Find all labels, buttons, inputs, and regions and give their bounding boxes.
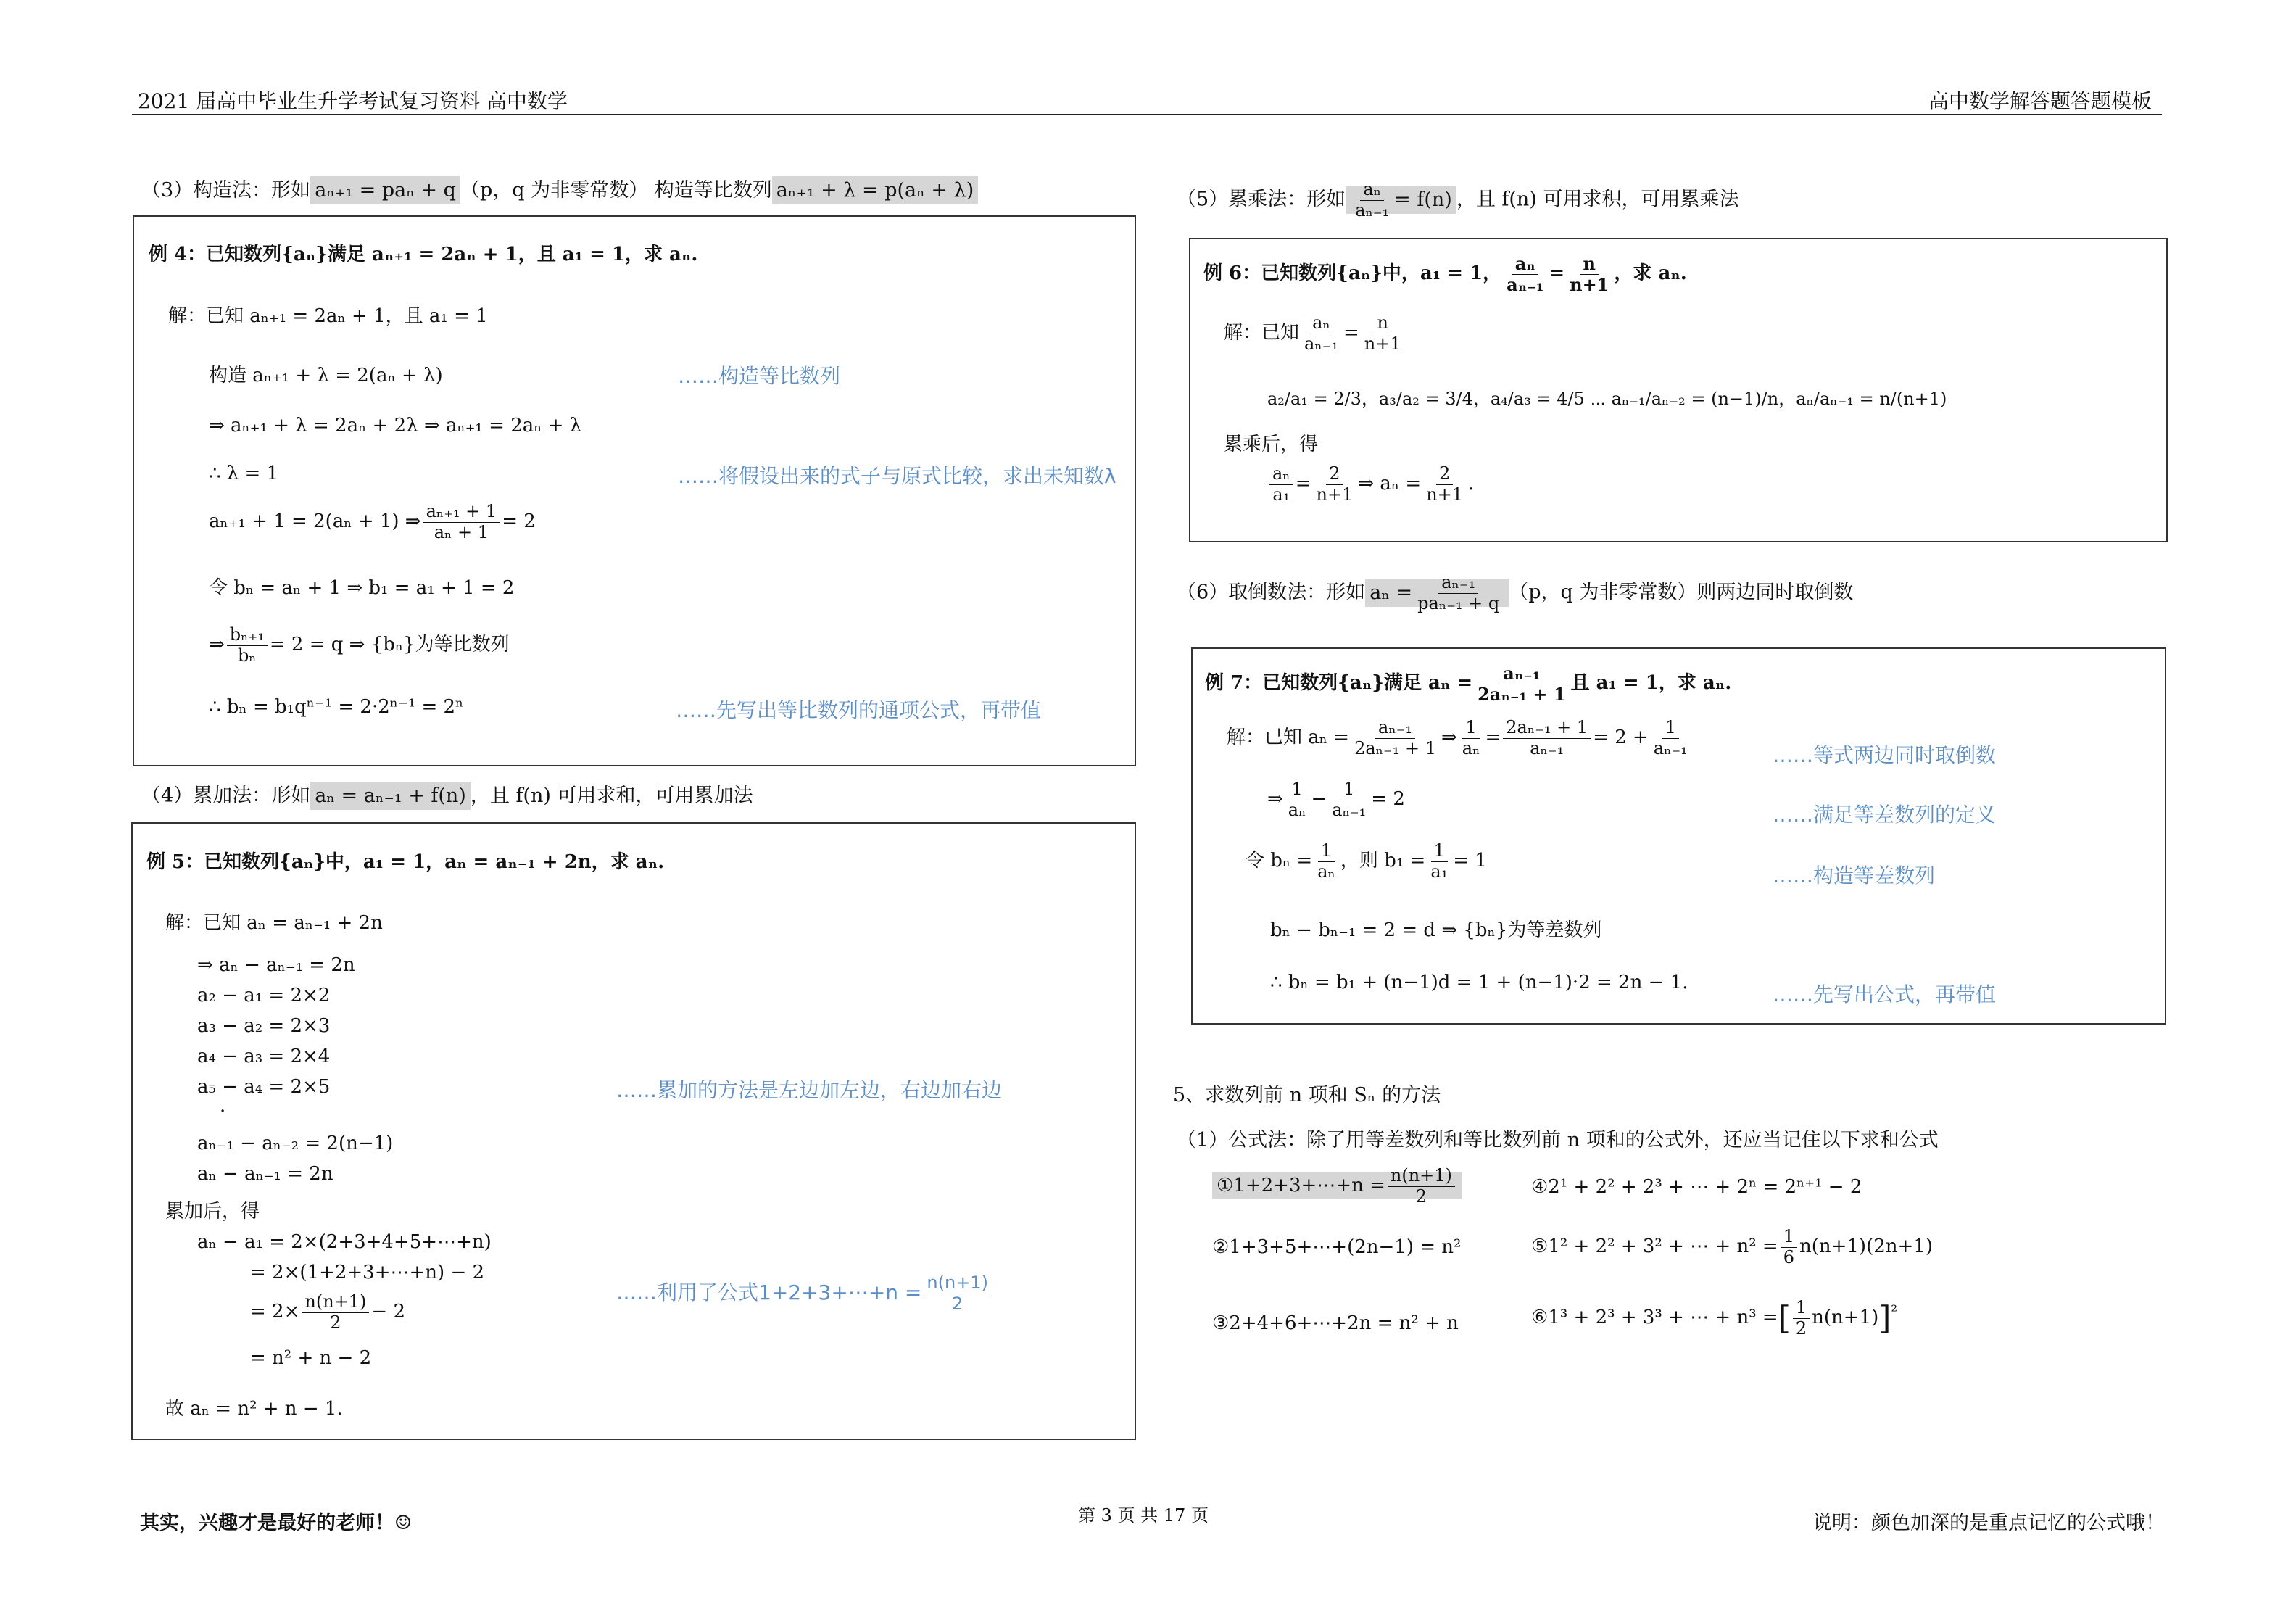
section-sum-title: 5、求数列前 n 项和 Sₙ 的方法 [1173, 1084, 1441, 1106]
ex7-line: bₙ − bₙ₋₁ = 2 = d ⇒ {bₙ}为等差数列 [1270, 919, 1602, 941]
ex4-line: ⇒ aₙ₊₁ + λ = 2aₙ + 2λ ⇒ aₙ₊₁ = 2aₙ + λ [209, 415, 582, 436]
ex7-line: 解：已知 aₙ = $\frac{\text{aₙ₋₁}}{\text{2aₙ₋₁ + 1}}$ ⇒ $\frac{1}{\text{aₙ}}$ = $\frac{\text{2aₙ₋₁ + 1}}{\text{aₙ₋₁}}$ = 2 + $\frac{1}{\text{aₙ₋₁}}$ [1227, 717, 1688, 758]
formula-1 [1212, 1166, 1462, 1207]
ex4-line: 令 bₙ = aₙ + 1 ⇒ b₁ = a₁ + 1 = 2 [209, 577, 515, 599]
section-6-title: （6）取倒数法：形如 aₙ = $\frac{\text{aₙ₋₁}}{\text{paₙ₋₁ + q}}$ （p，q 为非零常数）则两边同时取倒数 [1177, 572, 1854, 613]
section-5-title: （5）累乘法：形如 $\frac{\text{aₙ}}{\text{aₙ₋₁}}$ = f(n) ，且 f(n) 可用求积，可用累乘法 [1177, 179, 1739, 220]
ex5-line: a₄ − a₃ = 2×4 [197, 1046, 331, 1067]
ex5-line: a₂ − a₁ = 2×2 [197, 985, 331, 1006]
ex5-note: ……累加的方法是左边加左边，右边加右边 [616, 1078, 1003, 1102]
ex5-line: = n² + n − 2 [250, 1347, 372, 1369]
ex5-line: a₅ − a₄ = 2×5 [197, 1076, 331, 1098]
highlight-formula: aₙ = aₙ₋₁ + f(n) [310, 782, 471, 810]
ex5-note: ……利用了公式1+2+3+⋯+n = $\frac{n(n+1)}{2}$ [616, 1273, 993, 1314]
fraction: $\frac{n(n+1)}{2}$ [302, 1292, 369, 1333]
example-4-question: 例 4：已知数列{aₙ}满足 aₙ₊₁ = 2aₙ + 1，且 a₁ = 1，求 aₙ. [149, 244, 698, 265]
ex4-line: ∴ bₙ = b₁qⁿ⁻¹ = 2·2ⁿ⁻¹ = 2ⁿ [209, 696, 464, 718]
ex4-line: 构造 aₙ₊₁ + λ = 2(aₙ + λ) [209, 365, 443, 386]
ex5-line: a₃ − a₂ = 2×3 [197, 1015, 331, 1037]
ex6-line: $\frac{\text{aₙ}}{\text{a₁}}$ = $\frac{2}{n+1}$ ⇒ aₙ = $\frac{2}{n+1}$ . [1267, 464, 1474, 505]
ex5-line: 故 aₙ = n² + n − 1. [165, 1398, 343, 1420]
formula-3: ③2+4+6+⋯+2n = n² + n [1212, 1312, 1459, 1334]
formula-6: ⑥1³ + 2³ + 3³ + ⋯ + n³ =[ $\frac{1}{2}$ n(n+1)]$^{^2}$ [1531, 1297, 1898, 1338]
ex7-line: ∴ bₙ = b₁ + (n−1)d = 1 + (n−1)·2 = 2n − 1. [1270, 972, 1688, 993]
footer-right: 说明：颜色加深的是重点记忆的公式哦！ [1812, 1512, 2165, 1534]
footer-left: 其实，兴趣才是最好的老师！☺ [140, 1512, 413, 1534]
ex7-note: ……先写出公式，再带值 [1773, 982, 1997, 1006]
highlight-formula: ①1+2+3+⋯+n = $\frac{n(n+1)}{2}$ [1212, 1172, 1462, 1199]
highlight-formula: aₙ = $\frac{\text{aₙ₋₁}}{\text{paₙ₋₁ + q}}$ [1365, 579, 1509, 607]
fraction: $\frac{\text{aₙ₊₁ + 1}}{\text{aₙ + 1}}$ [423, 502, 500, 542]
ex6-line: 累乘后，得 [1224, 434, 1319, 455]
header-rule [132, 114, 2162, 115]
ex4-line: aₙ₊₁ + 1 = 2(aₙ + 1) ⇒ $\frac{\text{aₙ₊₁ + 1}}{\text{aₙ + 1}}$ = 2 [209, 501, 536, 542]
ex4-line: 解：已知 aₙ₊₁ = 2aₙ + 1，且 a₁ = 1 [168, 305, 488, 327]
fraction: $\frac{n(n+1)}{2}$ [924, 1273, 991, 1314]
example-4-box [133, 215, 1136, 766]
ex7-note: ……等式两边同时取倒数 [1773, 743, 1997, 767]
example-7-question: 例 7：已知数列{aₙ}满足 aₙ = $\frac{\text{aₙ₋₁}}{\text{2aₙ₋₁ + 1}}$ 且 a₁ = 1，求 aₙ. [1205, 663, 1732, 705]
page-number: 第 3 页 共 17 页 [1078, 1505, 1209, 1526]
ex4-line: ⇒ $\frac{\text{bₙ₊₁}}{\text{bₙ}}$ = 2 = q ⇒ {bₙ}为等比数列 [209, 624, 510, 666]
ex5-line: aₙ₋₁ − aₙ₋₂ = 2(n−1) [197, 1133, 394, 1154]
formula-4: ④2¹ + 2² + 2³ + ⋯ + 2ⁿ = 2ⁿ⁺¹ − 2 [1531, 1176, 1862, 1198]
ex6-line: 解：已知 $\frac{\text{aₙ}}{\text{aₙ₋₁}}$ = $\frac{n}{n+1}$ [1224, 313, 1401, 354]
ex4-note: ……将假设出来的式子与原式比较，求出未知数λ [678, 464, 1116, 488]
ex5-line: ⇒ aₙ − aₙ₋₁ = 2n [197, 954, 355, 976]
fraction: $\frac{\text{bₙ₊₁}}{\text{bₙ}}$ [227, 625, 268, 666]
ex5-line: aₙ − a₁ = 2×(2+3+4+5+⋯+n) [197, 1231, 492, 1253]
ex7-line: ⇒ $\frac{1}{\text{aₙ}}$ − $\frac{1}{\text{aₙ₋₁}}$ = 2 [1267, 779, 1405, 820]
ex5-line: 解：已知 aₙ = aₙ₋₁ + 2n [165, 912, 383, 934]
section-3-title: （3）构造法：形如 aₙ₊₁ = paₙ + q （p，q 为非零常数） 构造等比数列 aₙ₊₁ + λ = p(aₙ + λ) [141, 174, 978, 202]
ex4-note: ……先写出等比数列的通项公式，再带值 [676, 698, 1042, 722]
header-left: 2021 届高中毕业生升学考试复习资料 高中数学 [138, 89, 568, 113]
section-4-title: （4）累加法：形如 aₙ = aₙ₋₁ + f(n) ，且 f(n) 可用求和，可用累加法 [141, 779, 753, 808]
example-5-question: 例 5：已知数列{aₙ}中，a₁ = 1，aₙ = aₙ₋₁ + 2n，求 aₙ. [146, 851, 665, 873]
ex7-note: ……构造等差数列 [1773, 864, 1936, 887]
ex7-line: 令 bₙ = $\frac{1}{\text{aₙ}}$ ，则 b₁ = $\frac{1}{\text{a₁}}$ = 1 [1246, 840, 1487, 882]
highlight-formula: aₙ₊₁ = paₙ + q [310, 176, 460, 204]
highlight-formula: aₙ₊₁ + λ = p(aₙ + λ) [772, 176, 979, 204]
header-right: 高中数学解答题答题模板 [1928, 89, 2152, 113]
example-6-question: 例 6：已知数列{aₙ}中，a₁ = 1， $\frac{\text{aₙ}}{\text{aₙ₋₁}}$ = $\frac{n}{n+1}$ ，求 aₙ. [1203, 253, 1687, 295]
ex6-line: a₂/a₁ = 2/3，a₃/a₂ = 3/4，a₄/a₃ = 4/5 ⋯ aₙ₋₁/aₙ₋₂ = (n−1)/n，aₙ/aₙ₋₁ = n/(n+1) [1267, 389, 1947, 409]
formula-2: ②1+3+5+⋯+(2n−1) = n² [1212, 1236, 1462, 1258]
section-sum-subtitle: （1）公式法：除了用等差数列和等比数列前 n 项和的公式外，还应当记住以下求和公式 [1177, 1129, 1939, 1151]
ex5-line: aₙ − aₙ₋₁ = 2n [197, 1163, 333, 1185]
ex4-note: ……构造等比数列 [678, 364, 841, 388]
ex7-note: ……满足等差数列的定义 [1773, 803, 1997, 827]
formula-5: ⑤1² + 2² + 3² + ⋯ + n² = $\frac{1}{6}$ n(n+1)(2n+1) [1531, 1226, 1933, 1267]
ex5-line: = 2× $\frac{n(n+1)}{2}$ − 2 [250, 1291, 406, 1333]
ex5-line: 累加后，得 [165, 1201, 260, 1222]
ex4-line: ∴ λ = 1 [209, 463, 279, 484]
ex5-line: = 2×(1+2+3+⋯+n) − 2 [250, 1262, 485, 1283]
ellipsis-dot: · [220, 1101, 226, 1122]
highlight-formula: $\frac{\text{aₙ}}{\text{aₙ₋₁}}$ = f(n) [1346, 186, 1456, 214]
